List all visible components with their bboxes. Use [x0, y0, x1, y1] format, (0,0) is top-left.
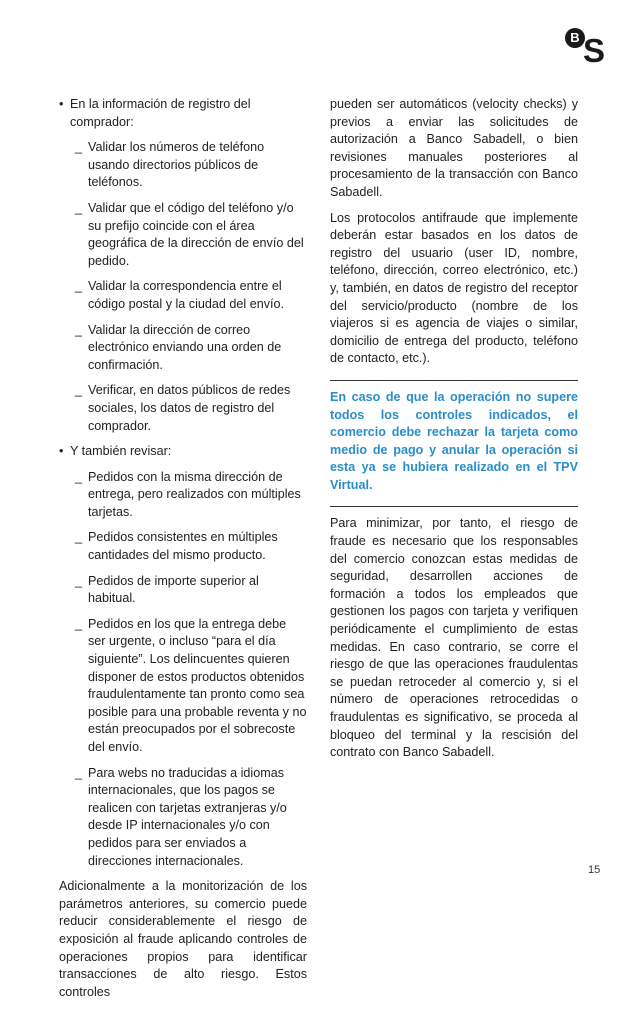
dash-item: _ Pedidos consistentes en múltiples cantidades del mismo producto.: [70, 529, 307, 564]
dash-item: _ Validar la dirección de correo electrónico enviando una orden de confirmación.: [70, 322, 307, 375]
dash-item: _ Para webs no traducidas a idiomas internacionales, que los pagos se realicen con tarjetas extranjeras y/o desde IP internacionales y/o con pedidos para ser enviados a direcciones internacionales.: [70, 765, 307, 871]
highlight-callout: En caso de que la operación no supere todos los controles indicados, el comercio debe rechazar la tarjeta como medio de pago y anular la operación si esta ya se hubiera realizado en el TPV Virtual.: [330, 389, 578, 492]
dash-item: _ Pedidos con la misma dirección de entrega, pero realizados con múltiples tarjetas.: [70, 469, 307, 522]
bullet-also-review: [59, 443, 307, 870]
divider-bottom: [330, 506, 578, 507]
bullet-text: Y también revisar:: [70, 444, 172, 459]
dash-item: _ Validar que el código del teléfono y/o su prefijo coincide con el área geográfica de la dirección de envío del pedido.: [70, 200, 307, 270]
sabadell-logo: [565, 28, 615, 68]
paragraph-antifraud-protocols: Los protocolos antifraude que implemente deberán estar basados en los datos de registro del usuario (user ID, nombre, teléfono, dirección, correo electrónico, etc.) y, también, en datos de registro del receptor del servicio/producto (nombre de los viajeros si es agencia de viajes o similar, domicilio de entrega del producto, teléfono de contacto, etc.).: [330, 210, 578, 366]
divider-top: [330, 380, 578, 381]
paragraph-velocity-checks: pueden ser automáticos (velocity checks) y previos a enviar las solicitudes de autorización a Banco Sabadell, o bien revisiones manuales posteriores al procesamiento de la transacción con Banco Sabadell.: [330, 97, 578, 199]
dash-item: _ Validar los números de teléfono usando directorios públicos de teléfonos.: [70, 139, 307, 192]
bullet-registration-info: [59, 96, 307, 435]
logo-b-mark: B: [565, 28, 585, 48]
dash-list: [70, 139, 307, 435]
dash-item: _ Pedidos en los que la entrega debe ser urgente, o incluso “para el día siguiente”. Los delincuentes quieren disponer de estos productos obtenidos fraudulentamente tan pronto como sea posible para una probable reventa y no están preocupados por el sobrecoste del envío.: [70, 616, 307, 757]
logo-s-mark: S: [583, 32, 606, 69]
paragraph-monitoring: Adicionalmente a la monitorización de los parámetros anteriores, su comercio puede reducir considerablemente el riesgo de exposición al fraude aplicando controles de operaciones propios para identificar transacciones de alto riesgo. Estos controles: [59, 879, 307, 999]
paragraph-minimize-risk: Para minimizar, por tanto, el riesgo de fraude es necesario que los responsables del comercio conozcan estas medidas de seguridad, desarrollen acciones de formación a todos los empleados que gestionen los pagos con tarjeta y verifiquen periódicamente el cumplimiento de estas medidas. En caso contrario, se corre el riesgo de que las operaciones fraudulentas se puedan retroceder al comercio y, si el número de operaciones retrocedidas o fraudulentas es significativo, se proceda al bloqueo del terminal y la rescisión del contrato con Banco Sabadell.: [330, 516, 578, 760]
left-column: [59, 96, 307, 1009]
dash-list: [70, 469, 307, 870]
dash-item: _ Validar la correspondencia entre el código postal y la ciudad del envío.: [70, 278, 307, 313]
bullet-text: En la información de registro del comprador:: [70, 97, 251, 129]
dash-item: _ Pedidos de importe superior al habitual.: [70, 573, 307, 608]
page-number: 15: [588, 864, 601, 876]
bullet-list: [59, 96, 307, 870]
right-column: [330, 96, 578, 770]
dash-item: _ Verificar, en datos públicos de redes sociales, los datos de registro del comprador.: [70, 382, 307, 435]
